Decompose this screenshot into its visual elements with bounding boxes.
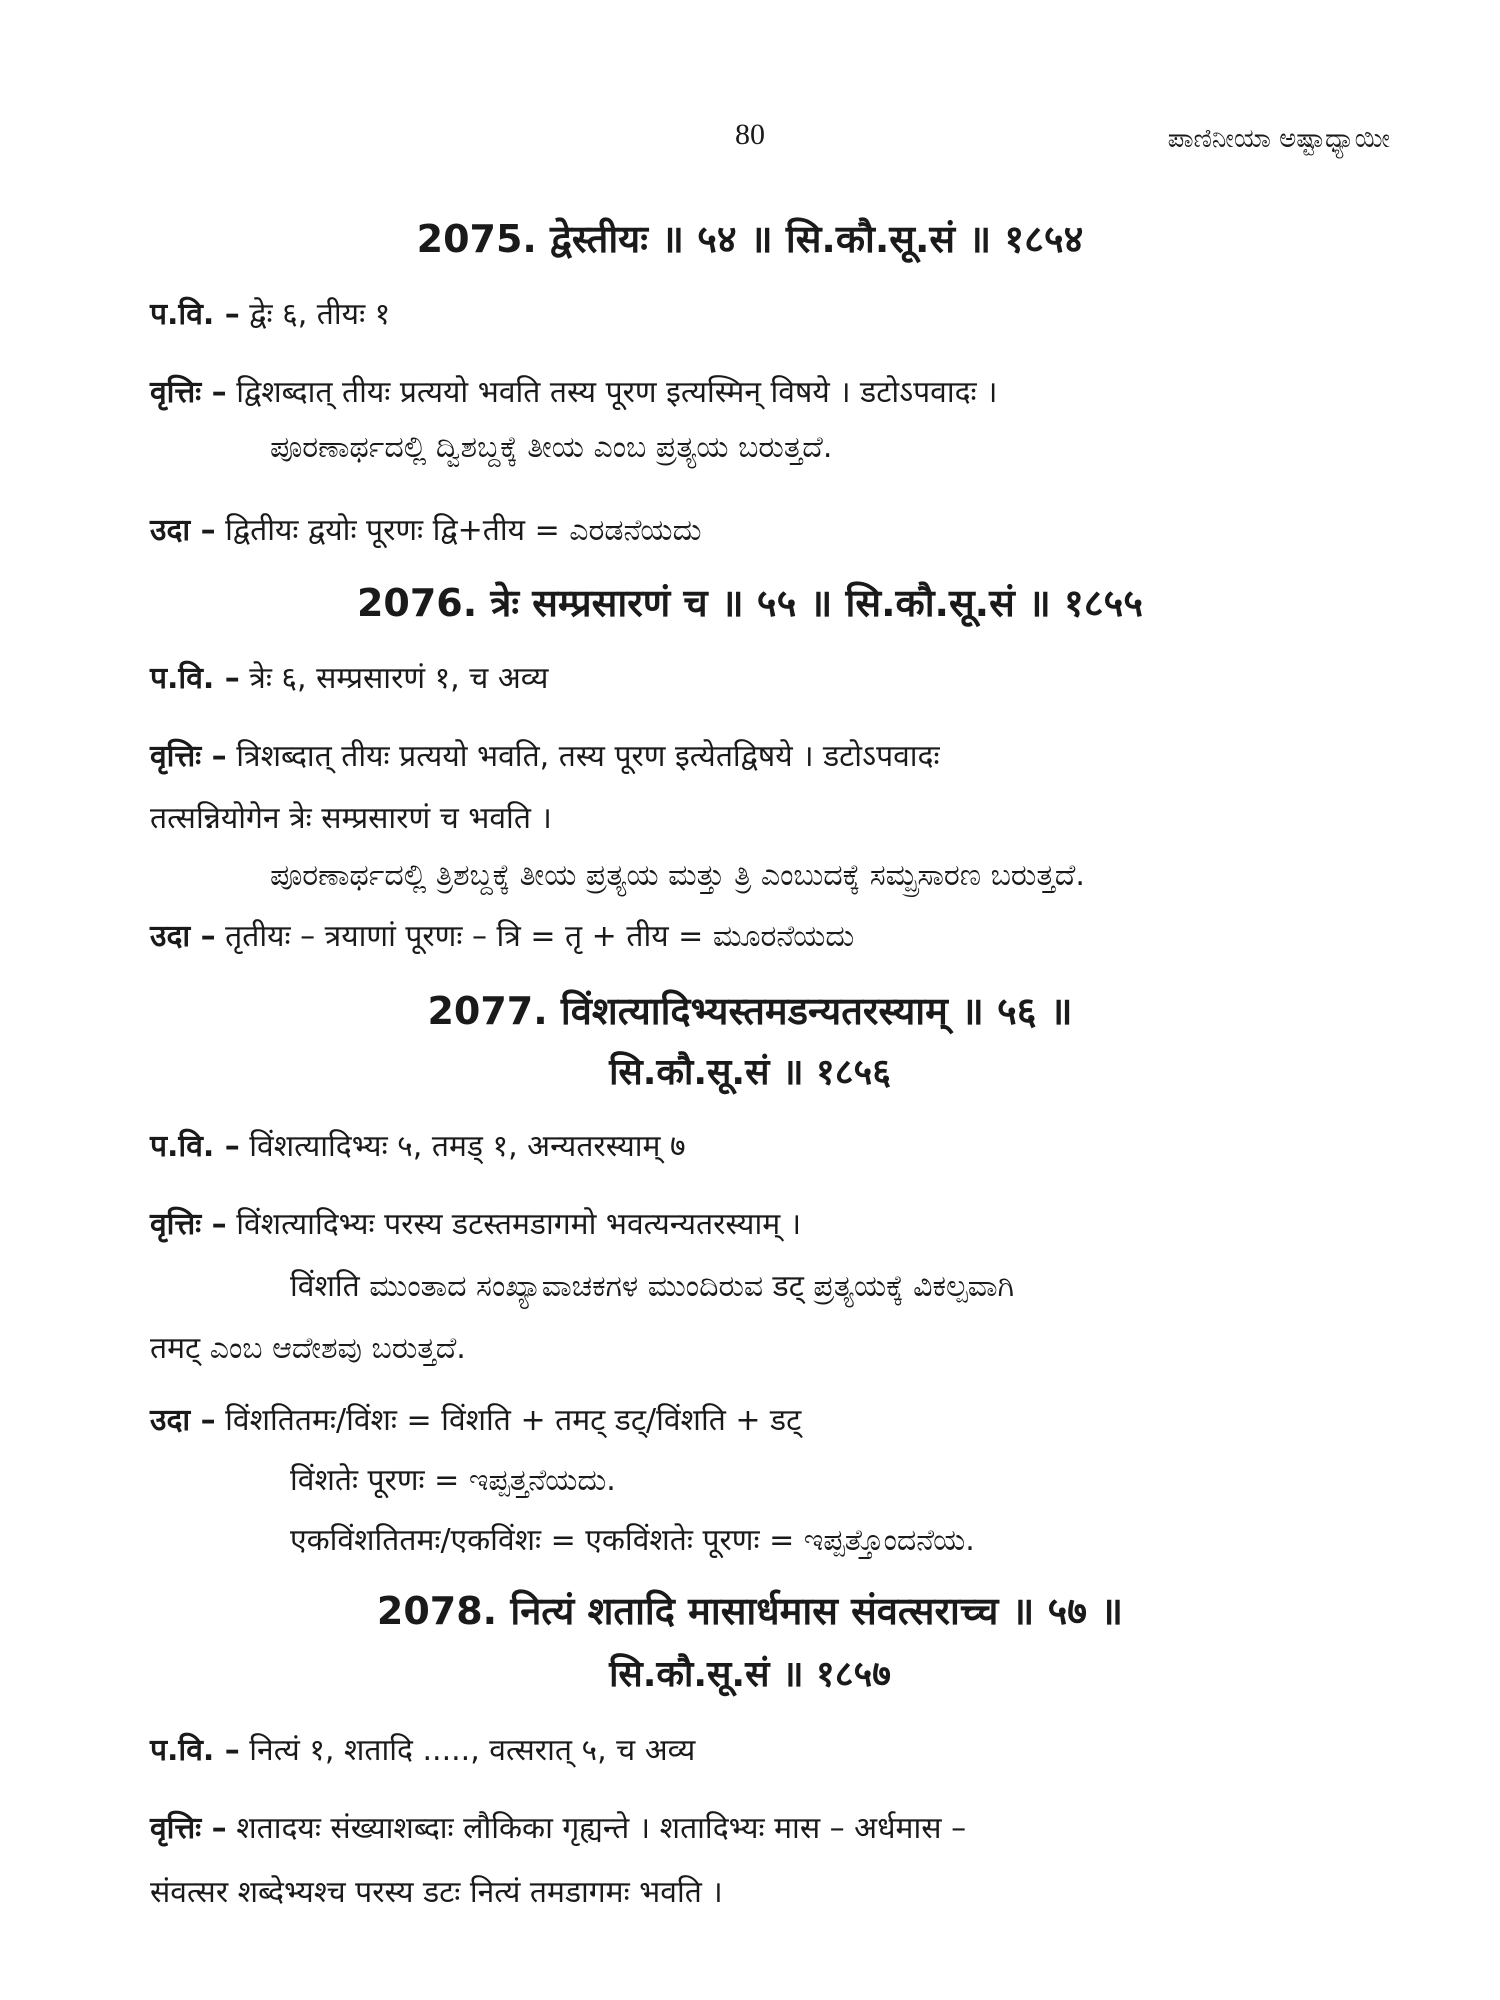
vritti-text: त्रिशब्दात् तीयः प्रत्ययो भवति, तस्य पूरण इत्येतद्विषये । डटोऽपवादः	[236, 739, 940, 774]
uda-text: तृतीयः – त्रयाणां पूरणः – त्रि = तृ + तीय = ಮೂರನೆಯದು	[225, 919, 855, 954]
udaharana	[150, 1398, 801, 1439]
vritti-label: वृत्तिः –	[150, 739, 227, 774]
pavi-label: प.वि. –	[150, 1733, 240, 1768]
sutra-reference: सि.कौ.सू.सं ॥ १८५६	[609, 1052, 891, 1093]
sutra-heading: 2075. द्वेस्तीयः ॥ ५४ ॥ सि.कौ.सू.सं ॥ १८५४	[416, 217, 1084, 261]
vritti-label: वृत्तिः –	[150, 1811, 227, 1846]
kannada-explanation: ಪೂರಣಾರ್ಥದಲ್ಲಿ ದ್ವಿಶಬ್ದಕ್ಕೆ ತೀಯ ಎಂಬ ಪ್ರತ್ಯಯ ಬರುತ್ತದೆ.	[270, 430, 833, 465]
uda-label: उदा –	[150, 919, 216, 954]
vritti	[150, 1806, 966, 1847]
vritti	[150, 1202, 801, 1243]
vritti	[150, 734, 940, 775]
vritti-continuation: तत्सन्नियोगेन त्रेः सम्प्रसारणं च भवति ।	[150, 801, 552, 836]
udaharana	[150, 914, 854, 955]
kannada-explanation: ಪೂರಣಾರ್ಥದಲ್ಲಿ ತ್ರಿಶಬ್ದಕ್ಕೆ ತೀಯ ಪ್ರತ್ಯಯ ಮತ್ತು ತ್ರಿ ಎಂಬುದಕ್ಕೆ ಸಮ್ಪ್ರಸಾರಣ ಬರುತ್ತದೆ.	[270, 858, 1085, 893]
vritti-continuation: संवत्सर शब्देभ्यश्च परस्य डटः नित्यं तमडागमः भवति ।	[150, 1875, 723, 1910]
vritti-text: शतादयः संख्याशब्दाः लौकिका गृह्यन्ते । शतादिभ्यः मास – अर्धमास –	[236, 1811, 967, 1846]
pada-vibhaga	[150, 1728, 695, 1769]
sutra-heading: 2076. त्रेः सम्प्रसारणं च ॥ ५५ ॥ सि.कौ.सू.सं ॥ १८५५	[356, 581, 1144, 625]
sutra-heading: 2077. विंशत्यादिभ्यस्तमडन्यतरस्याम् ॥ ५६ ॥	[427, 989, 1073, 1033]
kannada-continuation: तमट् ಎಂಬ ಆದೇಶವು ಬರುತ್ತದೆ.	[150, 1331, 466, 1366]
pada-vibhaga	[150, 1124, 686, 1165]
pada-vibhaga	[150, 656, 548, 697]
pavi-label: प.वि. –	[150, 661, 240, 696]
uda-example: विंशतेः पूरणः = ಇಪ್ಪತ್ತನೆಯದು.	[290, 1463, 616, 1498]
pavi-text: त्रेः ६, सम्प्रसारणं १, च अव्य	[249, 661, 549, 696]
pavi-text: द्वेः ६, तीयः १	[249, 297, 391, 332]
vritti-text: द्विशब्दात् तीयः प्रत्ययो भवति तस्य पूरण इत्यस्मिन् विषये । डटोऽपवादः ।	[236, 375, 998, 410]
uda-example: एकविंशतितमः/एकविंशः = एकविंशतेः पूरणः = ಇಪ್ಪತ್ತೊಂದನೆಯ.	[290, 1523, 975, 1558]
vritti-label: वृत्तिः –	[150, 1207, 227, 1242]
sutra-heading: 2078. नित्यं शतादि मासार्धमास संवत्सराच्च ॥ ५७ ॥	[376, 1589, 1124, 1633]
kannada-explanation: विंशति ಮುಂತಾದ ಸಂಖ್ಯಾವಾಚಕಗಳ ಮುಂದಿರುವ डट् ಪ್ರತ್ಯಯಕ್ಕೆ ವಿಕಲ್ಪವಾಗಿ	[290, 1269, 1015, 1304]
uda-text: विंशतितमः/विंशः = विंशति + तमट् डट्/विंशति + डट्	[225, 1403, 802, 1438]
udaharana	[150, 508, 701, 549]
vritti-label: वृत्तिः –	[150, 375, 227, 410]
pavi-label: प.वि. –	[150, 297, 240, 332]
uda-label: उदा –	[150, 1403, 216, 1438]
vritti-text: विंशत्यादिभ्यः परस्य डटस्तमडागमो भवत्यन्यतरस्याम् ।	[236, 1207, 802, 1242]
uda-text: द्वितीयः द्वयोः पूरणः द्वि+तीय = ಎರಡನೆಯದು	[225, 513, 702, 548]
sutra-reference: सि.कौ.सू.सं ॥ १८५७	[609, 1654, 891, 1695]
pada-vibhaga	[150, 292, 390, 333]
pavi-text: विंशत्यादिभ्यः ५, तमड् १, अन्यतरस्याम् ७	[249, 1129, 686, 1164]
vritti	[150, 370, 998, 411]
uda-label: उदा –	[150, 513, 216, 548]
pavi-label: प.वि. –	[150, 1129, 240, 1164]
pavi-text: नित्यं १, शतादि ....., वत्सरात् ५, च अव्य	[249, 1733, 696, 1768]
book-title: ಪಾಣಿನೀಯಾ ಅಷ್ಟಾಧ್ಯಾಯೀ	[1167, 124, 1390, 154]
page-number: 80	[735, 118, 765, 151]
